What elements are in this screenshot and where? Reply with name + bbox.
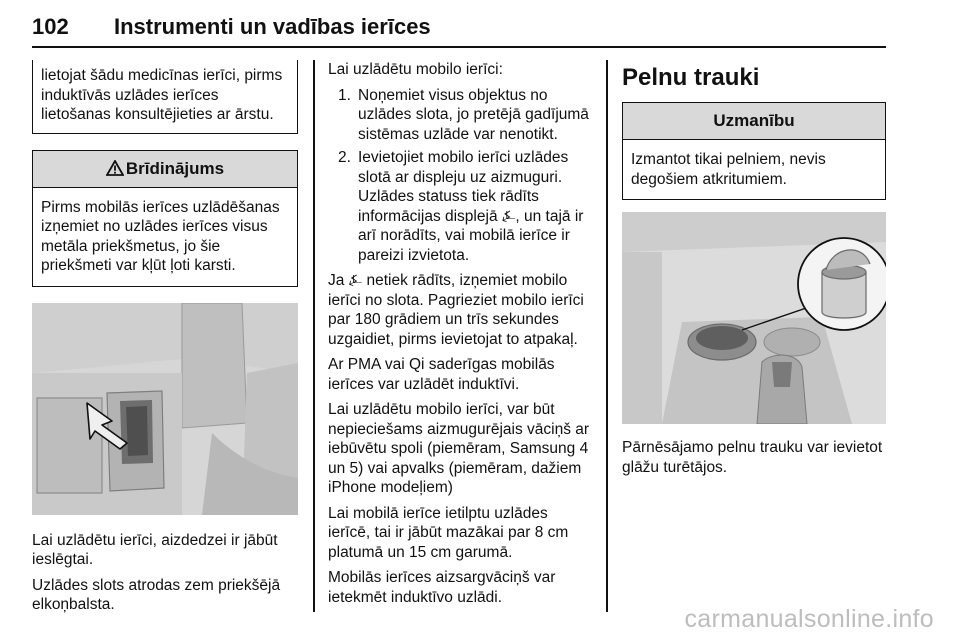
caution-text: Izmantot tikai pelniem, nevis degošiem atkritumiem.	[631, 151, 826, 188]
continued-warning-text: lietojat šādu medicīnas ierīci, pirms induktīvās uzlādes ierīces lietošanas konsultējieties ar ārstu.	[41, 67, 283, 123]
section-title: Pelnu trauki	[622, 64, 760, 91]
page-number: 102	[32, 14, 69, 39]
paragraph-cover-coil: Lai uzlādētu mobilo ierīci, var būt nepieciešams aizmugurējais vāciņš ar iebūvētu spoli (piemēram, Samsung 4 un 5) vai apvalks (piemēram, dažiem iPhone modeļiem)	[328, 401, 590, 496]
steps-intro: Lai uzlādētu mobilo ierīci:	[328, 61, 503, 78]
column-right	[622, 60, 886, 483]
column-divider-right	[606, 60, 608, 612]
warning-title: Brīdinājums	[125, 158, 225, 178]
paragraph-portable-ashtray: Pārnēsājamo pelnu trauku var ievietot glāžu turētājos.	[622, 439, 883, 476]
column-divider-left	[313, 60, 315, 612]
paragraph-size-limit: Lai mobilā ierīce ietilptu uzlādes ierīcē, tai ir jābūt mazākai par 8 cm platumā un 15 cm garumā.	[328, 504, 569, 561]
page-title: Instrumenti un vadības ierīces	[114, 14, 431, 39]
warning-header	[33, 151, 297, 188]
paragraph-rotate-device: Ja ⍼ netiek rādīts, izņemiet mobilo ierīci no slota. Pagrieziet mobilo ierīci par 180 grādiem un trīs sekundes uzgaidiet, pirms ievietojat to atpakaļ.	[328, 272, 584, 348]
caution-header: Uzmanību	[623, 103, 885, 140]
warning-text: Pirms mobilās ierīces uzlādēšanas izņemiet no uzlādes ierīces visus metāla priekšmetus, jo šie priekšmeti var kļūt ļoti karsti.	[41, 198, 280, 274]
page-header	[32, 14, 886, 48]
charging-slot-illustration	[32, 303, 298, 515]
caution-box	[622, 102, 886, 200]
header-rule	[32, 46, 886, 48]
paragraph-slot-location: Uzlādes slots atrodas zem priekšējā elkoņbalsta.	[32, 576, 281, 613]
continued-warning-box	[32, 60, 298, 134]
paragraph-pma-qi: Ar PMA vai Qi saderīgas mobilās ierīces var uzlādēt induktīvi.	[328, 356, 555, 393]
paragraph-ignition: Lai uzlādētu ierīci, aizdedzei ir jābūt ieslēgtai.	[32, 531, 278, 568]
ashtray-illustration	[622, 212, 886, 424]
step-number: 2.	[338, 149, 351, 166]
column-middle	[328, 60, 592, 613]
step-item	[328, 148, 592, 265]
step-number: 1.	[338, 86, 351, 104]
step-text: Noņemiet visus objektus no uzlādes slota, jo pretējā gadījumā sistēmas uzlāde var nenotikt.	[358, 86, 589, 143]
step-item	[328, 86, 592, 145]
column-left	[32, 60, 298, 621]
warning-box	[32, 150, 298, 287]
warning-triangle-icon	[106, 160, 124, 176]
watermark: carmanualsonline.info	[684, 605, 934, 633]
paragraph-protective-cover: Mobilās ierīces aizsargvāciņš var ietekmēt induktīvo uzlādi.	[328, 569, 556, 606]
step-text: Ievietojiet mobilo ierīci uzlādes slotā ar displeju uz aizmuguri. Uzlādes statuss tiek rādīts informācijas displejā ⍼, un tajā ir arī norādīts, vai mobilā ierīce ir pareizi izvietota.	[358, 149, 584, 264]
steps-list	[328, 86, 592, 266]
